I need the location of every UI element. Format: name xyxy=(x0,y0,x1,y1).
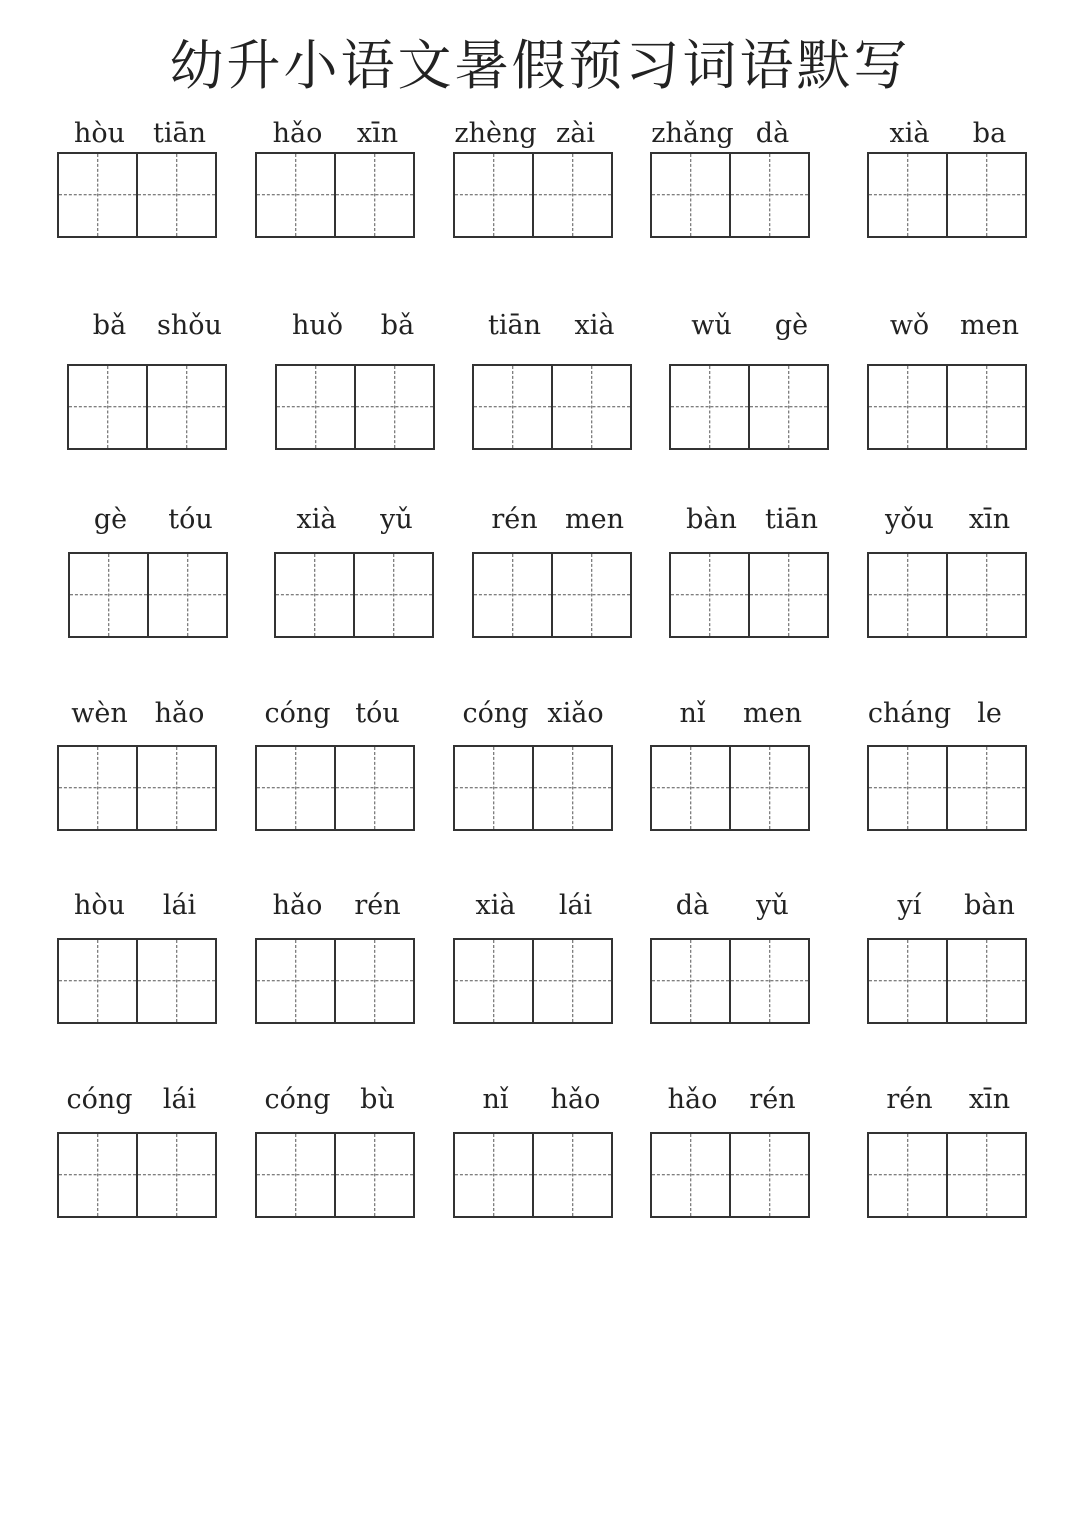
character-cell[interactable] xyxy=(652,940,729,1022)
character-cell[interactable] xyxy=(652,1134,729,1216)
pinyin-label xyxy=(275,306,445,346)
character-cell[interactable] xyxy=(334,747,413,829)
character-cell[interactable] xyxy=(671,554,748,636)
pinyin-syllable-2: men xyxy=(565,504,624,535)
character-cell[interactable] xyxy=(455,154,532,236)
character-cell[interactable] xyxy=(869,940,946,1022)
tianzige-box[interactable] xyxy=(453,938,613,1024)
character-cell[interactable] xyxy=(748,554,827,636)
character-cell[interactable] xyxy=(474,366,551,448)
pinyin-label xyxy=(67,306,237,346)
tianzige-box[interactable] xyxy=(472,364,632,450)
pinyin-syllable-2: bǎ xyxy=(380,310,415,341)
pinyin-label xyxy=(867,500,1037,540)
pinyin-syllable-2: men xyxy=(743,698,802,729)
pinyin-syllable-1: xià xyxy=(475,890,516,921)
pinyin-syllable-2: tóu xyxy=(355,698,400,729)
character-cell[interactable] xyxy=(257,747,334,829)
tianzige-box[interactable] xyxy=(274,552,434,638)
pinyin-syllable-1: nǐ xyxy=(482,1084,509,1115)
tianzige-box[interactable] xyxy=(669,552,829,638)
character-cell[interactable] xyxy=(353,554,432,636)
tianzige-box[interactable] xyxy=(67,364,227,450)
character-cell[interactable] xyxy=(532,1134,611,1216)
pinyin-syllable-2: bàn xyxy=(964,890,1015,921)
character-cell[interactable] xyxy=(729,154,808,236)
pinyin-label xyxy=(57,1080,227,1120)
character-cell[interactable] xyxy=(354,366,433,448)
pinyin-syllable-1: yí xyxy=(897,890,922,921)
character-cell[interactable] xyxy=(69,366,146,448)
page-title: 幼升小语文暑假预习词语默写 xyxy=(169,34,911,97)
pinyin-syllable-2: xīn xyxy=(968,1084,1011,1115)
character-cell[interactable] xyxy=(729,747,808,829)
pinyin-label xyxy=(453,886,623,926)
pinyin-syllable-1: zhèng xyxy=(454,118,537,149)
tianzige-box[interactable] xyxy=(650,1132,810,1218)
pinyin-syllable-1: hǎo xyxy=(272,890,323,921)
pinyin-label xyxy=(650,694,820,734)
character-cell[interactable] xyxy=(59,154,136,236)
pinyin-syllable-1: cháng xyxy=(867,698,952,729)
character-cell[interactable] xyxy=(70,554,147,636)
pinyin-syllable-1: tiān xyxy=(488,310,541,341)
tianzige-box[interactable] xyxy=(867,938,1027,1024)
pinyin-syllable-1: nǐ xyxy=(679,698,706,729)
character-cell[interactable] xyxy=(946,747,1025,829)
pinyin-syllable-2: le xyxy=(977,698,1002,729)
character-cell[interactable] xyxy=(334,1134,413,1216)
pinyin-label xyxy=(453,694,623,734)
pinyin-label xyxy=(867,886,1037,926)
tianzige-box[interactable] xyxy=(57,1132,217,1218)
pinyin-label xyxy=(453,1080,623,1120)
pinyin-syllable-1: cóng xyxy=(264,1084,331,1115)
character-cell[interactable] xyxy=(946,366,1025,448)
pinyin-syllable-2: shǒu xyxy=(157,310,222,341)
character-cell[interactable] xyxy=(455,1134,532,1216)
pinyin-label xyxy=(650,886,820,926)
pinyin-syllable-1: gè xyxy=(93,504,128,535)
pinyin-syllable-1: cóng xyxy=(462,698,529,729)
character-cell[interactable] xyxy=(946,1134,1025,1216)
character-cell[interactable] xyxy=(946,554,1025,636)
character-cell[interactable] xyxy=(652,747,729,829)
tianzige-box[interactable] xyxy=(275,364,435,450)
character-cell[interactable] xyxy=(671,366,748,448)
pinyin-syllable-2: hǎo xyxy=(550,1084,601,1115)
tianzige-box[interactable] xyxy=(255,938,415,1024)
character-cell[interactable] xyxy=(276,554,353,636)
character-cell[interactable] xyxy=(474,554,551,636)
pinyin-label xyxy=(650,1080,820,1120)
pinyin-label xyxy=(472,306,642,346)
character-cell[interactable] xyxy=(532,747,611,829)
pinyin-syllable-2: dà xyxy=(755,118,790,149)
tianzige-box[interactable] xyxy=(255,1132,415,1218)
character-cell[interactable] xyxy=(136,154,215,236)
pinyin-syllable-2: rén xyxy=(749,1084,796,1115)
pinyin-label xyxy=(255,114,425,154)
tianzige-box[interactable] xyxy=(867,552,1027,638)
pinyin-syllable-2: tóu xyxy=(168,504,213,535)
pinyin-syllable-1: hòu xyxy=(73,118,126,149)
pinyin-syllable-1: wèn xyxy=(71,698,128,729)
pinyin-syllable-1: wǒ xyxy=(889,310,930,341)
character-cell[interactable] xyxy=(147,554,226,636)
pinyin-syllable-1: hǎo xyxy=(272,118,323,149)
pinyin-syllable-1: hǎo xyxy=(667,1084,718,1115)
character-cell[interactable] xyxy=(748,366,827,448)
pinyin-syllable-1: yǒu xyxy=(885,504,934,535)
pinyin-syllable-1: bǎ xyxy=(92,310,127,341)
pinyin-syllable-2: xià xyxy=(574,310,615,341)
character-cell[interactable] xyxy=(551,366,630,448)
character-cell[interactable] xyxy=(136,747,215,829)
tianzige-box[interactable] xyxy=(867,1132,1027,1218)
character-cell[interactable] xyxy=(136,940,215,1022)
pinyin-label xyxy=(472,500,642,540)
pinyin-syllable-2: xīn xyxy=(968,504,1011,535)
pinyin-label xyxy=(68,500,238,540)
tianzige-box[interactable] xyxy=(57,938,217,1024)
pinyin-label xyxy=(57,886,227,926)
pinyin-label xyxy=(669,500,839,540)
character-cell[interactable] xyxy=(551,554,630,636)
pinyin-syllable-2: tiān xyxy=(765,504,818,535)
character-cell[interactable] xyxy=(869,366,946,448)
tianzige-box[interactable] xyxy=(453,1132,613,1218)
tianzige-box[interactable] xyxy=(255,745,415,831)
tianzige-box[interactable] xyxy=(453,152,613,238)
pinyin-syllable-2: lái xyxy=(558,890,593,921)
character-cell[interactable] xyxy=(869,1134,946,1216)
pinyin-label xyxy=(650,114,820,154)
pinyin-syllable-1: cóng xyxy=(264,698,331,729)
character-cell[interactable] xyxy=(146,366,225,448)
character-cell[interactable] xyxy=(455,940,532,1022)
tianzige-box[interactable] xyxy=(68,552,228,638)
tianzige-box[interactable] xyxy=(255,152,415,238)
character-cell[interactable] xyxy=(136,1134,215,1216)
tianzige-box[interactable] xyxy=(453,745,613,831)
pinyin-syllable-1: rén xyxy=(886,1084,933,1115)
pinyin-syllable-1: xià xyxy=(296,504,337,535)
character-cell[interactable] xyxy=(455,747,532,829)
pinyin-syllable-2: bù xyxy=(360,1084,395,1115)
pinyin-syllable-1: cóng xyxy=(66,1084,133,1115)
character-cell[interactable] xyxy=(652,154,729,236)
pinyin-label xyxy=(255,886,425,926)
pinyin-syllable-1: huǒ xyxy=(291,310,344,341)
character-cell[interactable] xyxy=(277,366,354,448)
pinyin-label xyxy=(867,1080,1037,1120)
tianzige-box[interactable] xyxy=(867,364,1027,450)
pinyin-syllable-1: xià xyxy=(889,118,930,149)
pinyin-syllable-2: lái xyxy=(162,890,197,921)
tianzige-box[interactable] xyxy=(650,745,810,831)
pinyin-syllable-2: rén xyxy=(354,890,401,921)
tianzige-box[interactable] xyxy=(472,552,632,638)
pinyin-syllable-1: bàn xyxy=(686,504,737,535)
pinyin-syllable-1: dà xyxy=(675,890,710,921)
pinyin-syllable-2: xiǎo xyxy=(547,698,604,729)
pinyin-syllable-2: tiān xyxy=(153,118,206,149)
pinyin-label xyxy=(57,694,227,734)
character-cell[interactable] xyxy=(59,1134,136,1216)
pinyin-syllable-1: hòu xyxy=(73,890,126,921)
pinyin-syllable-2: hǎo xyxy=(154,698,205,729)
pinyin-syllable-2: yǔ xyxy=(756,890,789,921)
tianzige-box[interactable] xyxy=(867,745,1027,831)
pinyin-label xyxy=(669,306,839,346)
pinyin-label xyxy=(867,306,1037,346)
character-cell[interactable] xyxy=(869,747,946,829)
character-cell[interactable] xyxy=(59,940,136,1022)
character-cell[interactable] xyxy=(869,554,946,636)
pinyin-syllable-2: gè xyxy=(774,310,809,341)
pinyin-label xyxy=(255,1080,425,1120)
character-cell[interactable] xyxy=(334,940,413,1022)
character-cell[interactable] xyxy=(729,940,808,1022)
pinyin-syllable-2: ba xyxy=(972,118,1007,149)
tianzige-box[interactable] xyxy=(57,745,217,831)
pinyin-syllable-1: rén xyxy=(491,504,538,535)
tianzige-box[interactable] xyxy=(57,152,217,238)
tianzige-box[interactable] xyxy=(867,152,1027,238)
character-cell[interactable] xyxy=(869,154,946,236)
tianzige-box[interactable] xyxy=(650,938,810,1024)
pinyin-syllable-2: lái xyxy=(162,1084,197,1115)
character-cell[interactable] xyxy=(532,940,611,1022)
pinyin-syllable-2: men xyxy=(960,310,1019,341)
character-cell[interactable] xyxy=(946,940,1025,1022)
pinyin-label xyxy=(274,500,444,540)
pinyin-syllable-1: wǔ xyxy=(691,310,732,341)
pinyin-label xyxy=(453,114,623,154)
character-cell[interactable] xyxy=(946,154,1025,236)
pinyin-syllable-2: yǔ xyxy=(380,504,413,535)
pinyin-syllable-2: xīn xyxy=(356,118,399,149)
pinyin-label xyxy=(57,114,227,154)
character-cell[interactable] xyxy=(729,1134,808,1216)
pinyin-syllable-1: zhǎng xyxy=(651,118,734,149)
character-cell[interactable] xyxy=(257,1134,334,1216)
pinyin-label xyxy=(867,114,1037,154)
character-cell[interactable] xyxy=(59,747,136,829)
tianzige-box[interactable] xyxy=(650,152,810,238)
pinyin-label xyxy=(867,694,1037,734)
pinyin-syllable-2: zài xyxy=(556,118,595,149)
character-cell[interactable] xyxy=(257,940,334,1022)
tianzige-box[interactable] xyxy=(669,364,829,450)
pinyin-label xyxy=(255,694,425,734)
character-cell[interactable] xyxy=(334,154,413,236)
character-cell[interactable] xyxy=(532,154,611,236)
character-cell[interactable] xyxy=(257,154,334,236)
